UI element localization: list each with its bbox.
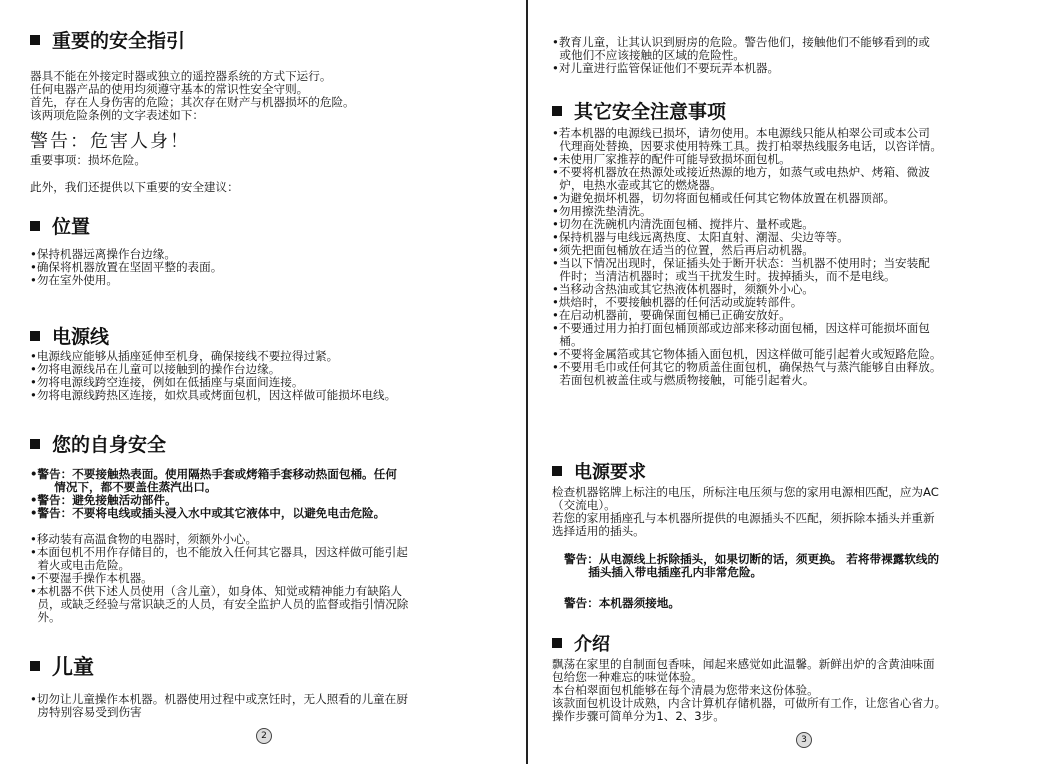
children-list: •切勿让儿童操作本机器。机器使用过程中或烹饪时，无人照看的儿童在厨 房特别容易受到伤害 [30,692,408,719]
section-heading: 儿童 [30,651,94,681]
square-bullet-icon [552,466,562,476]
square-bullet-icon [30,439,40,449]
additional-advice: 此外，我们还提供以下重要的安全建议： [30,180,239,194]
section-heading: 电源线 [30,322,109,349]
section-heading: 重要的安全指引 [30,26,185,53]
power-requirements-text: 检查机器铭牌上标注的电压，所标注电压须与您的家用电源相匹配，应为AC （交流电）。 若您的家用插座孔与本机器所提供的电源插头不匹配，须拆除本插头并重新 选择适用的插头。 [552,485,939,538]
square-bullet-icon [552,638,562,648]
personal-safety-list: •移动装有高温食物的电器时，须额外小心。 •本面包机不用作存储目的，也不能放入任何其它器具，因这样做可能引起 着火或电击危险。 •不要湿手操作本机器。 •本机器不供下述人员使用（含儿童），如身体、知觉或精神能力有缺陷人 员，或缺乏经验与常识缺乏的人员，有安全监护人员的监督或指引情况除 外。 [30,532,409,624]
section-heading: 位置 [30,212,90,239]
square-bullet-icon [30,331,40,341]
page-number: 3 [796,732,812,748]
square-bullet-icon [30,661,40,671]
section-important-safety [30,26,185,53]
important-note: 重要事项：损坏危险。 [30,153,146,167]
ground-warning: 警告：本机器须接地。 [564,596,680,610]
section-children [30,651,94,681]
square-bullet-icon [30,221,40,231]
section-personal-safety [30,430,166,457]
plug-warning: 警告：从电源线上拆除插头，如果切断的话，须更换。 若将带裸露软线的 插头插入带电插座孔内非常危险。 [564,552,940,579]
page-number: 2 [256,728,272,744]
section-power-requirements [552,458,646,484]
square-bullet-icon [552,106,562,116]
section-heading: 其它安全注意事项 [552,97,726,124]
page-divider [526,0,528,764]
section-heading: 介绍 [552,630,610,656]
power-cord-list: •电源线应能够从插座延伸至机身，确保接线不要拉得过紧。 •勿将电源线吊在儿童可以接触到的操作台边缘。 •勿将电源线跨空连接，例如在低插座与桌面间连接。 •勿将电源线跨热区连接，如炊具或烤面包机，因这样做可能损坏电线。 [30,349,397,402]
section-heading: 您的自身安全 [30,430,166,457]
intro-text: 器具不能在外接定时器或独立的遥控器系统的方式下运行。 任何电器产品的使用均须遵守基本的常识性安全守则。 首先，存在人身伤害的危险；其次存在财产与机器损坏的危险。 该两项危险条例的文字表述如下： [30,69,355,122]
square-bullet-icon [30,35,40,45]
section-power-cord [30,322,109,349]
section-heading: 电源要求 [552,458,646,484]
personal-safety-warnings: •警告：不要接触热表面。使用隔热手套或烤箱手套移动热面包桶。任何 情况下，都不要盖住蒸汽出口。 •警告：避免接触活动部件。 •警告：不要将电线或插头浸入水中或其它液体中，以避免电击危险。 [30,467,397,520]
section-location [30,212,90,239]
section-introduction [552,630,610,656]
introduction-text: 飘荡在家里的自制面包香味，闻起来感觉如此温馨。新鲜出炉的含黄油味面 包给您一种难忘的味觉体验。 本台柏翠面包机能够在每个清晨为您带来这份体验。 该款面包机设计成熟，内含计算机存储机器，可做所有工作，让您省心省力。 操作步骤可简单分为1、2、3步。 [552,657,947,723]
location-list: •保持机器远离操作台边缘。 •确保将机器放置在坚固平整的表面。 •勿在室外使用。 [30,247,223,287]
other-safety-list: •若本机器的电源线已损坏，请勿使用。本电源线只能从柏翠公司或本公司 代理商处替换，因要求使用特殊工具。拨打柏翠热线服务电话，以咨详情。 •未使用厂家推荐的配件可能导致损坏面包机。 •不要将机器放在热源处或接近热源的地方，如蒸气或电热炉、烤箱、微波 炉，电热水壶或其它的燃烧器。 •为避免损坏机器，切勿将面包桶或任何其它物体放置在机器顶部。 •勿用擦洗垫清洗。 •切勿在洗碗机内清洗面包桶、搅拌片、量杯或匙。 •保持机器与电线远离热度、太阳直射、潮湿、尖边等等。 •须先把面包桶放在适当的位置，然后再启动机器。 •当以下情况出现时，保证插头处于断开状态：当机器不使用时；当安装配 件时；当清洁机器时；或当干扰发生时。拔掉插头，而不是电线。 •当移动含热油或其它热液体机器时，须额外小心。 •烘焙时，不要接触机器的任何活动或旋转部件。 •在启动机器前，要确保面包桶已正确安放好。 •不要通过用力拍打面包桶顶部或边部来移动面包桶，因这样可能损坏面包 桶。 •不要将金属箔或其它物体插入面包机，因这样做可能引起着火或短路危险。 •不要用毛巾或任何其它的物质盖住面包机，确保热气与蒸汽能够自由释放。 若面包机被盖住或与燃质物接触，可能引起着火。 [552,126,942,387]
section-other-safety [552,97,726,124]
children-list-continued: •教育儿童，让其认识到厨房的危险。警告他们，接触他们不能够看到的或 或他们不应该接触的区域的危险性。 •对儿童进行监管保证他们不要玩弄本机器。 [552,35,930,75]
warning-heading: 警告：危害人身！ [30,131,190,152]
